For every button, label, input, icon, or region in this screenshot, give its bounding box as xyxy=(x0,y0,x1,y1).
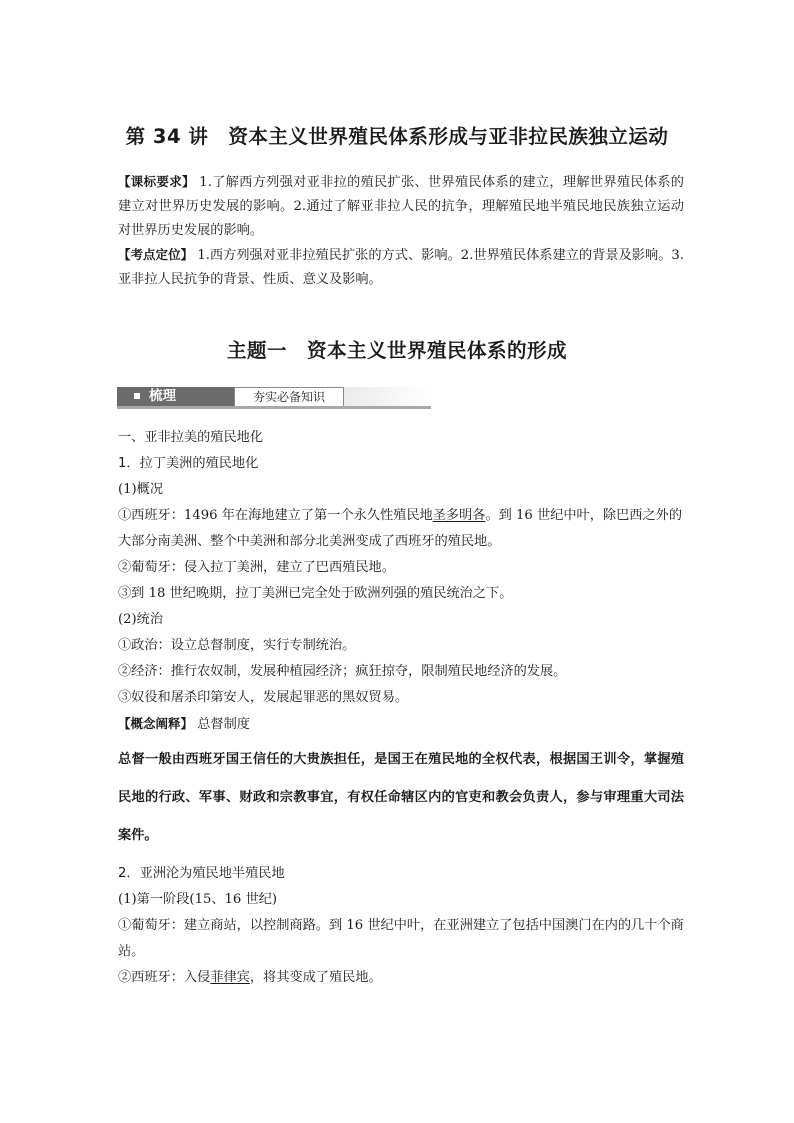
paragraph-slavery: ③奴役和屠杀印第安人，发展起罪恶的黑奴贸易。 xyxy=(118,690,409,705)
positioning-text: 1.西方列强对亚非拉殖民扩张的方式、影响。2.世界殖民体系建立的背景及影响。3.亚非拉人民抗争的背景、性质、意义及影响。 xyxy=(118,248,684,287)
subheading-first-stage: (1)第一阶段(15、16 世纪) xyxy=(118,892,278,907)
heading-level1: 一、亚非拉美的殖民地化 xyxy=(118,430,264,445)
section-bar xyxy=(117,387,431,409)
exam-positioning xyxy=(118,243,684,292)
paragraph-portugal: ②葡萄牙：侵入拉丁美洲，建立了巴西殖民地。 xyxy=(118,560,395,575)
concept-text: 总督一般由西班牙国王信任的大贵族担任，是国王在殖民地的全权代表，根据国王训令，掌握殖民地的行政、军事、财政和宗教事宜，有权任命辖区内的官吏和教会负责人，参与审理重大司法案件。 xyxy=(118,752,684,843)
section-bar-sub: 夯实必备知识 xyxy=(234,387,344,407)
paragraph-18th-century: ③到 18 世纪晚期，拉丁美洲已完全处于欧洲列强的殖民统治之下。 xyxy=(118,586,513,601)
curriculum-requirements xyxy=(118,170,684,243)
paragraph-spain xyxy=(118,503,684,555)
paragraph-spain-asia-b: ，将其变成了殖民地。 xyxy=(249,970,382,985)
paragraph-spain-asia-a: ②西班牙：入侵 xyxy=(118,970,211,985)
topic-title: 主题一 资本主义世界殖民体系的形成 xyxy=(226,339,567,362)
heading-latin-america: 1．拉丁美洲的殖民地化 xyxy=(118,456,259,471)
section-bar-label-box xyxy=(117,387,234,406)
concept-heading xyxy=(118,711,684,737)
paragraph-portugal-asia: ①葡萄牙：建立商站，以控制商路。到 16 世纪中叶，在亚洲建立了包括中国澳门在内的几十个商站。 xyxy=(118,918,684,959)
concept-title: 总督制度 xyxy=(193,717,250,732)
paragraph-economy: ②经济：推行农奴制，发展种植园经济；疯狂掠夺，限制殖民地经济的发展。 xyxy=(118,664,567,679)
underlined-philippines: 菲律宾 xyxy=(210,970,250,985)
requirements-tag: 【课标要求】 xyxy=(118,174,195,189)
heading-asia: 2．亚洲沦为殖民地半殖民地 xyxy=(118,866,285,881)
section-bar-label: 梳理 xyxy=(149,388,176,404)
positioning-tag: 【考点定位】 xyxy=(118,247,194,262)
paragraph-spain-b: 。到 16 世纪中叶，除巴西之外的大部分南美洲、整个中美洲和部分北美洲变成了西班牙的殖民地。 xyxy=(118,508,683,549)
subheading-overview: (1)概况 xyxy=(118,482,164,497)
subheading-rule: (2)统治 xyxy=(118,612,164,627)
paragraph-spain-a: ①西班牙：1496 年在海地建立了第一个永久性殖民地 xyxy=(118,508,433,523)
requirements-block xyxy=(118,170,684,292)
paragraph-spain-asia xyxy=(118,965,684,991)
paragraph-politics: ①政治：设立总督制度，实行专制统治。 xyxy=(118,638,356,653)
concept-tag: 【概念阐释】 xyxy=(118,716,194,731)
lecture-title: 第 34 讲 资本主义世界殖民体系形成与亚非拉民族独立运动 xyxy=(125,125,669,148)
underlined-santo-domingo: 圣多明各 xyxy=(432,508,486,523)
requirements-text: 1.了解西方列强对亚非拉的殖民扩张、世界殖民体系的建立，理解世界殖民体系的建立对世界历史发展的影响。2.通过了解亚非拉人民的抗争，理解殖民地半殖民地民族独立运动对世界历史发展的影响。 xyxy=(118,175,684,238)
section-bar-underline xyxy=(117,406,431,409)
main-content xyxy=(118,425,684,991)
square-bullet-icon xyxy=(134,393,140,399)
